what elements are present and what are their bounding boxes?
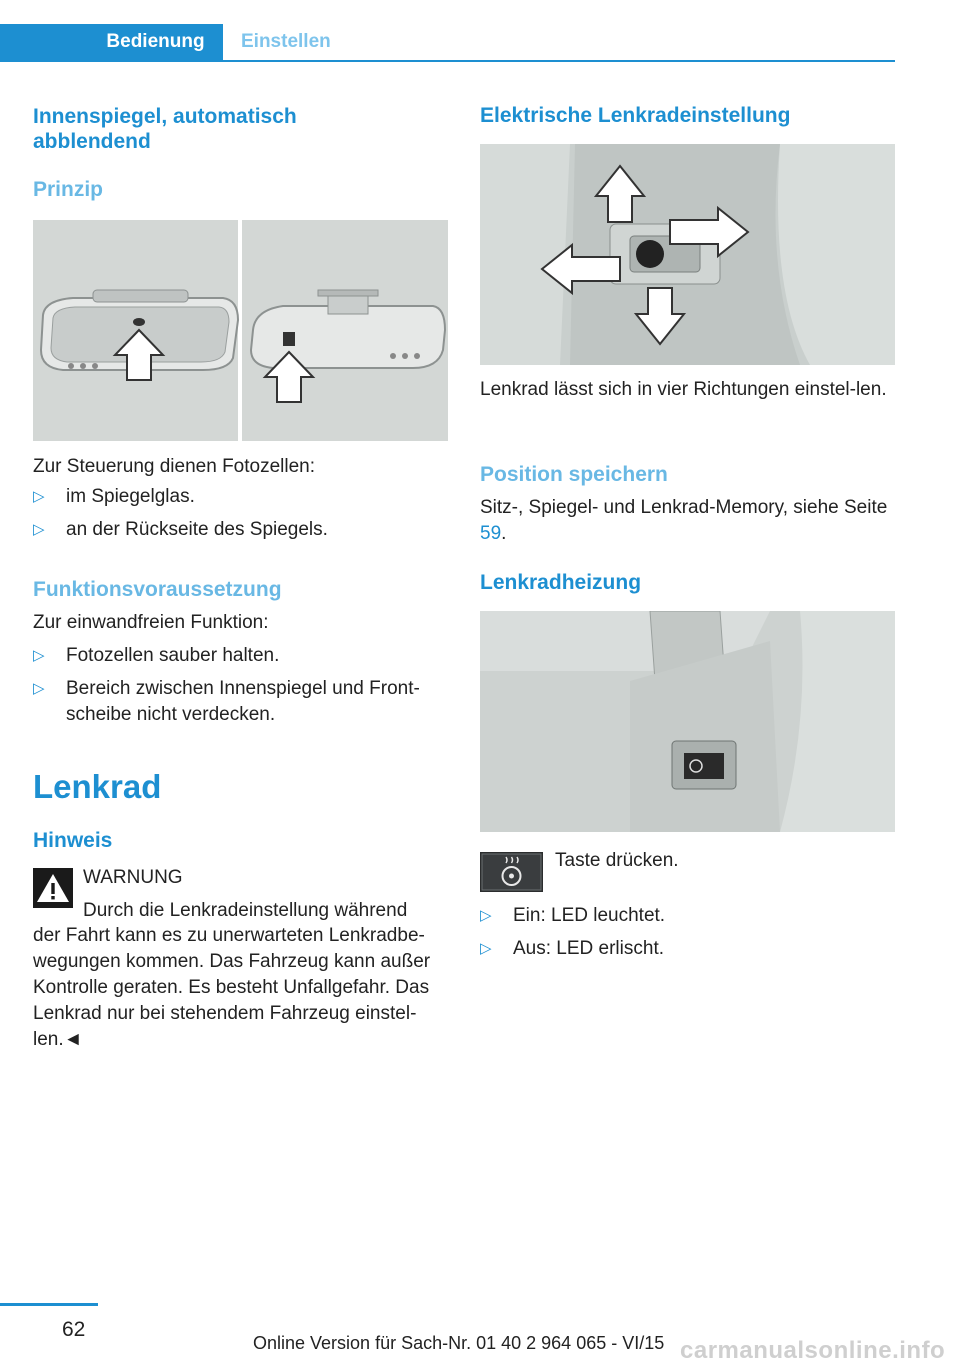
steering-adjust-illustration: [480, 144, 895, 365]
list-item: ▷ im Spiegelglas.: [33, 484, 449, 510]
tab-einstellen[interactable]: Einstellen: [241, 31, 331, 52]
warning-icon: [33, 868, 73, 908]
mirror-illustration: [33, 220, 448, 441]
steering-heat-button-icon: [480, 852, 543, 892]
list-item: ▷ an der Rückseite des Spiegels.: [33, 517, 449, 543]
steering-caption: Lenkrad lässt sich in vier Richtungen einstel-len.: [480, 379, 887, 400]
section-title-lenkrad: Lenkrad: [33, 768, 162, 805]
warning-text-first-line: Durch die Lenkradeinstellung während: [83, 900, 408, 921]
list-item: ▷ Aus: LED erlischt.: [480, 936, 896, 962]
subheading-position-speichern: Position speichern: [480, 463, 668, 486]
page-number: 62: [62, 1318, 86, 1341]
triangle-bullet-icon: ▷: [33, 647, 45, 664]
watermark: carmanualsonline.info: [680, 1337, 946, 1364]
footer-version-text: Online Version für Sach-Nr. 01 40 2 964 065 - VI/15: [253, 1333, 665, 1353]
list-item: ▷ Bereich zwischen Innenspiegel und Front-scheibe nicht verdecken.: [33, 678, 420, 725]
list-item: ▷ Fotozellen sauber halten.: [33, 643, 449, 669]
subheading-prinzip: Prinzip: [33, 178, 104, 201]
triangle-bullet-icon: ▷: [33, 488, 45, 505]
position-memory-text: Sitz-, Spiegel- und Lenkrad-Memory, siehe Seite 59.: [480, 497, 888, 544]
tab-divider: [0, 60, 895, 62]
subheading-hinweis: Hinweis: [33, 829, 113, 852]
triangle-bullet-icon: ▷: [480, 907, 492, 924]
warning-label: WARNUNG: [83, 867, 183, 888]
tab-bedienung[interactable]: Bedienung: [0, 24, 223, 60]
steering-heating-illustration: [480, 611, 895, 832]
section-title-steering: Elektrische Lenkradeinstellung: [480, 104, 791, 127]
triangle-bullet-icon: ▷: [480, 940, 492, 957]
triangle-bullet-icon: ▷: [33, 521, 45, 538]
section-title-mirror: Innenspiegel, automatisch abblendend: [33, 105, 297, 153]
list-item: ▷ Ein: LED leuchtet.: [480, 903, 896, 929]
func-intro-text: Zur einwandfreien Funktion:: [33, 612, 269, 633]
triangle-bullet-icon: ▷: [33, 680, 45, 697]
button-instruction: Taste drücken.: [555, 850, 679, 871]
page-link[interactable]: 59: [480, 523, 502, 544]
subheading-funktionsvoraussetzung: Funktionsvoraussetzung: [33, 578, 282, 601]
tab-bar: [0, 24, 895, 62]
footer-rule: [0, 1303, 98, 1306]
mirror-intro-text: Zur Steuerung dienen Fotozellen:: [33, 456, 316, 477]
warning-text: der Fahrt kann es zu unerwarteten Lenkradbe-wegungen kommen. Das Fahrzeug kann außer Kontrolle geraten. Es besteht Unfallgefahr. Das Lenkrad nur bei stehendem Fahrzeug einstel-len.◄: [33, 925, 431, 1050]
subheading-lenkradheizung: Lenkradheizung: [480, 571, 642, 594]
